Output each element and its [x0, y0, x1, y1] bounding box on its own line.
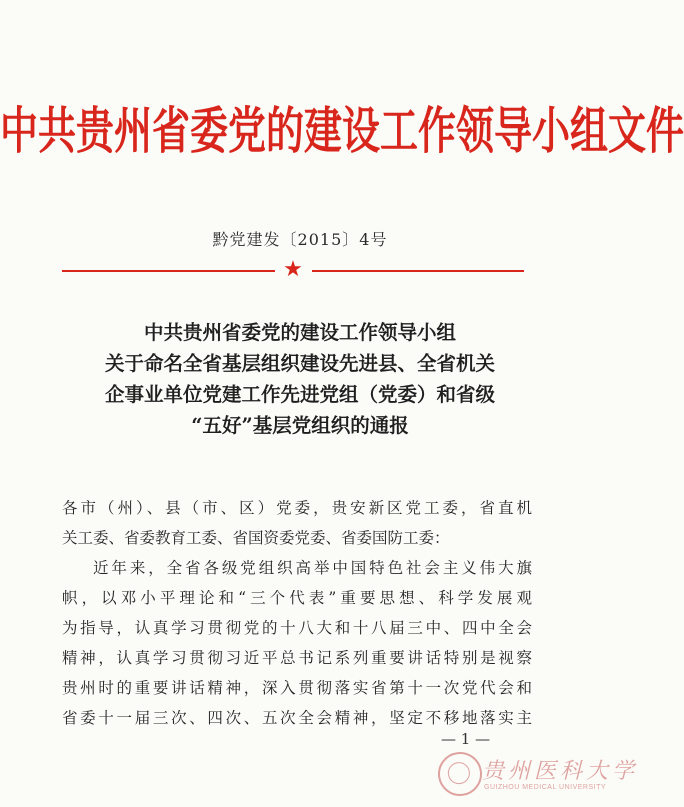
body-line: 精神，认真学习贯彻习近平总书记系列重要讲话特别是视察	[62, 649, 532, 667]
body-line: 近年来，全省各级党组织高举中国特色社会主义伟大旗	[93, 559, 532, 577]
document-number: 黔党建发〔2015〕4号	[212, 230, 388, 249]
page-number: — 1 —	[441, 730, 491, 748]
document-body	[62, 493, 532, 733]
star-icon: ★	[283, 257, 303, 282]
university-english-name: GUIZHOU MEDICAL UNIVERSITY	[484, 784, 607, 791]
title-line: “五好”基层党组织的通报	[191, 414, 409, 437]
title-line: 中共贵州省委党的建设工作领导小组	[143, 321, 456, 344]
divider-line-left	[62, 270, 275, 272]
body-line: 贵州时的重要讲话精神，深入贯彻落实省第十一次党代会和	[62, 679, 532, 697]
title-line: 企事业单位党建工作先进党组（党委）和省级	[104, 383, 495, 406]
header-divider	[62, 257, 524, 282]
university-seal-icon	[435, 749, 485, 799]
document-title	[0, 317, 600, 441]
title-line: 关于命名全省基层组织建设先进县、全省机关	[104, 352, 495, 375]
body-line: 为指导，认真学习贯彻党的十八大和十八届三中、四中全会	[62, 619, 532, 637]
divider-line-right	[312, 270, 524, 272]
addressee-line: 各市（州）、县（市、区）党委，贵安新区党工委，省直机	[62, 499, 532, 517]
university-name: 贵州医科大学	[482, 759, 639, 784]
body-line: 省委十一届三次、四次、五次全会精神，坚定不移地落实主	[62, 709, 532, 727]
document-header: 中共贵州省委党的建设工作领导小组文件	[0, 100, 684, 161]
body-line: 帜，以邓小平理论和“三个代表”重要思想、科学发展观	[62, 589, 532, 607]
university-watermark	[438, 752, 639, 800]
addressee-line: 关工委、省委教育工委、省国资委党委、省委国防工委：	[62, 529, 450, 547]
